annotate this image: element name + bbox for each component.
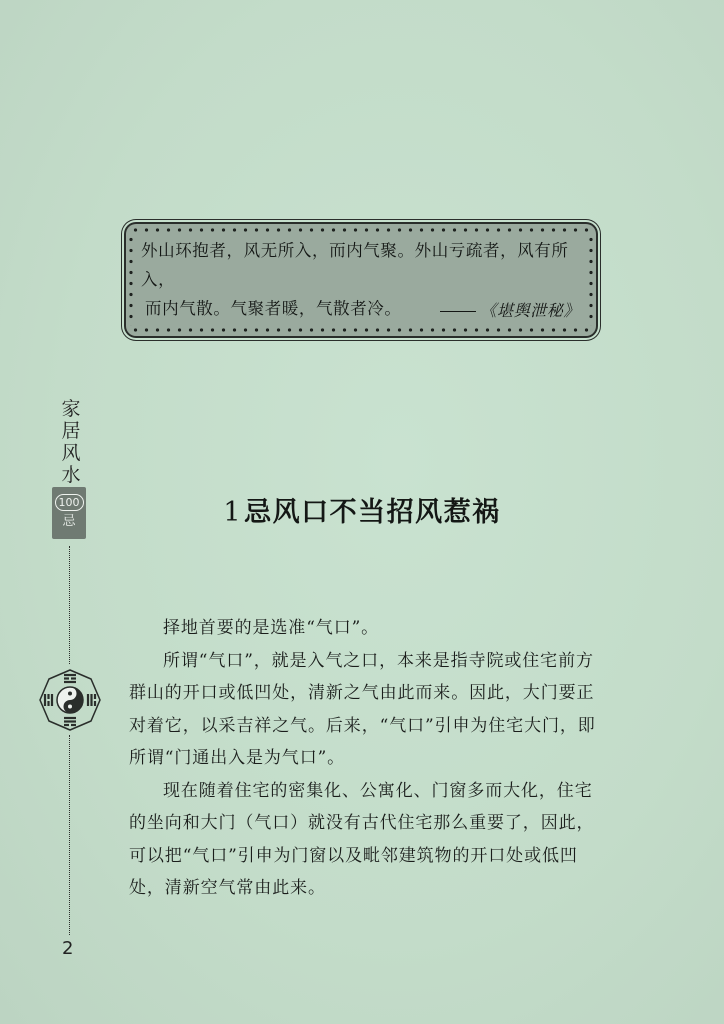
- epigraph-line: 外山环抱者，风无所入，而内气聚。外山亏疏者，风有所入，: [141, 241, 569, 289]
- epigraph-source: [440, 298, 580, 321]
- book-title-vertical: [58, 398, 84, 486]
- body-paragraph: 择地首要的是选准“气口”。: [163, 618, 380, 638]
- epigraph-box: [126, 224, 596, 336]
- body-text: [129, 612, 607, 905]
- chapter-title: 忌风口不当招风惹祸: [244, 497, 501, 528]
- epigraph-line: 而内气散。气聚者暖，气散者冷。: [145, 299, 402, 318]
- book-badge-char: 忌: [62, 514, 76, 529]
- epigraph-border-dots: [130, 228, 592, 232]
- epigraph-border-dots: [589, 234, 593, 326]
- book-badge-number: 100: [55, 494, 84, 511]
- margin-dotted-rule: [69, 546, 70, 664]
- bagua-yin-yang-icon: [38, 668, 102, 732]
- page-number: 2: [62, 938, 74, 959]
- epigraph-source-title: 《堪舆泄秘》: [480, 301, 580, 320]
- margin-dotted-rule: [69, 735, 70, 935]
- book-title-char: 居: [61, 420, 81, 442]
- chapter-number: 1: [223, 497, 243, 528]
- body-paragraph: 所谓“气口”，就是入气之口，本来是指寺院或住宅前方群山的开口或低凹处，清新之气由此而来。因此，大门要正对着它，以采吉祥之气。后来，“气口”引申为住宅大门，即所谓“门通出入是为气口”。: [129, 650, 596, 768]
- book-title-char: 风: [61, 442, 81, 464]
- em-dash-rule: [440, 311, 476, 313]
- chapter-heading: [0, 490, 724, 529]
- epigraph-border-dots: [129, 234, 133, 326]
- book-title-char: 家: [61, 398, 81, 420]
- book-title-char: 水: [61, 464, 81, 486]
- epigraph-border-dots: [130, 328, 592, 332]
- body-paragraph: 现在随着住宅的密集化、公寓化、门窗多而大化，住宅的坐向和大门（气口）就没有古代住宅那么重要了，因此，可以把“气口”引申为门窗以及毗邻建筑物的开口处或低凹处，清新空气常由此来。: [129, 780, 595, 898]
